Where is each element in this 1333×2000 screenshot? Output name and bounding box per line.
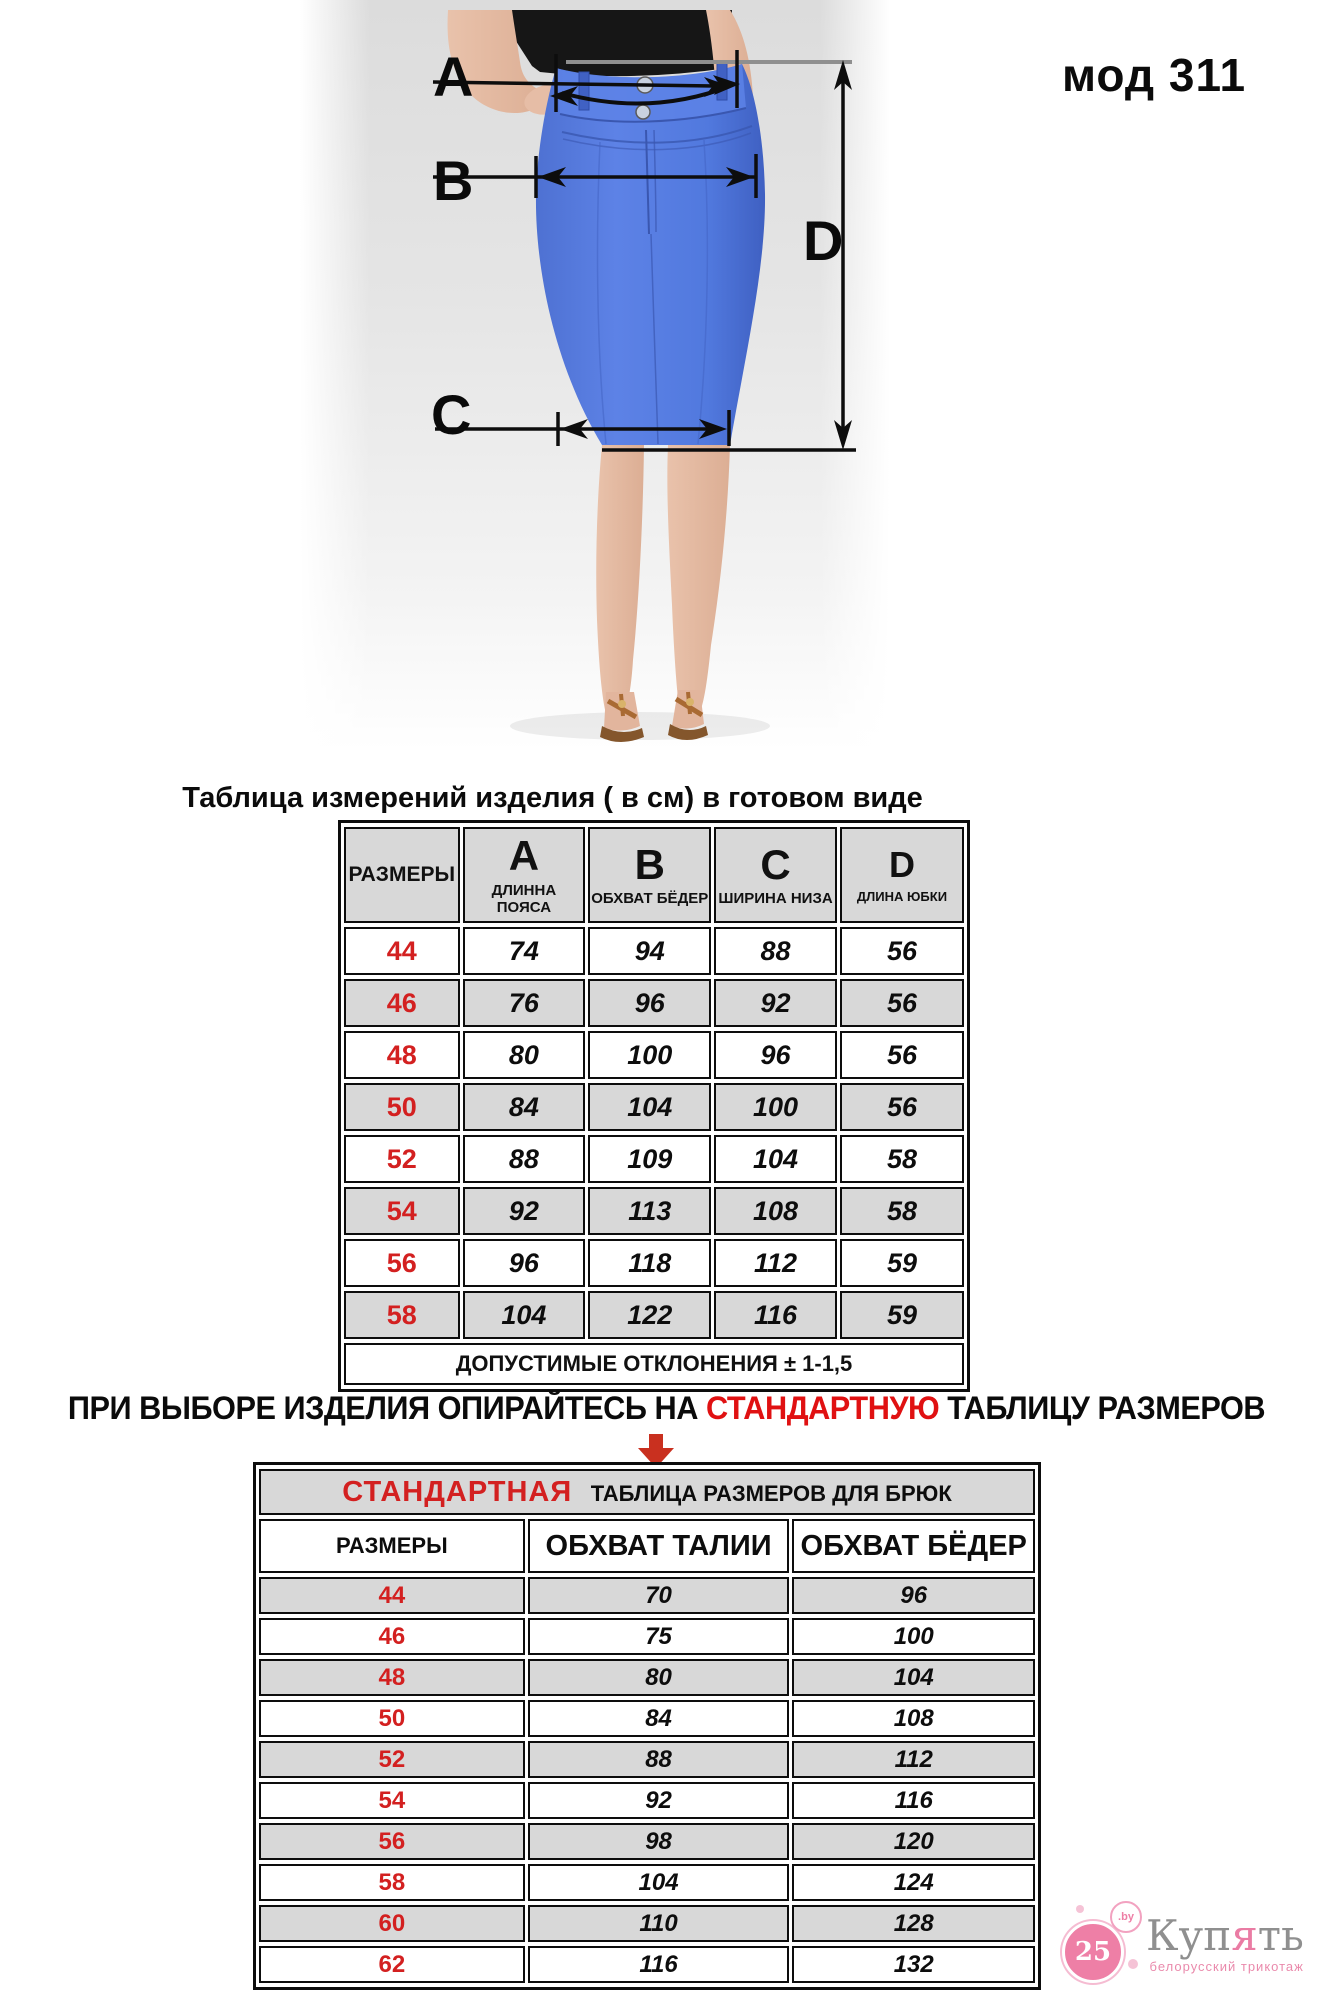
t2-cell: 84 (528, 1700, 790, 1737)
table-row (259, 1700, 1035, 1737)
t1-col-a-letter: A (508, 832, 540, 880)
t2-cell: 75 (528, 1618, 790, 1655)
t1-cell: 56 (840, 1031, 964, 1079)
t2-cell: 112 (792, 1741, 1035, 1778)
t1-cell: 104 (588, 1083, 711, 1131)
logo-name-accent: я (1231, 1911, 1258, 1960)
table-row (259, 1864, 1035, 1901)
product-photo (300, 0, 890, 750)
table-row (259, 1905, 1035, 1942)
t1-col-c-letter: C (760, 840, 791, 888)
t1-cell: 96 (463, 1239, 586, 1287)
t2-col-waist: ОБХВАТ ТАЛИИ (528, 1519, 790, 1573)
t1-footer-row (344, 1343, 964, 1385)
finished-measurements-table (338, 820, 970, 1392)
table-row (259, 1741, 1035, 1778)
t1-col-b-label: ОБХВАТ БЁДЕР (591, 890, 709, 908)
t1-size: 48 (344, 1031, 460, 1079)
table-row (344, 979, 964, 1027)
logo-texts (1146, 1893, 1304, 1974)
t2-size: 60 (259, 1905, 525, 1942)
t1-cell: 76 (463, 979, 586, 1027)
t1-cell: 84 (463, 1083, 586, 1131)
t1-cell: 94 (588, 927, 711, 975)
t1-cell: 109 (588, 1135, 711, 1183)
advice-headline (27, 1390, 1307, 1427)
logo-badge-icon (1076, 1893, 1146, 1988)
label-d: D (803, 209, 844, 272)
t1-cell: 122 (588, 1291, 711, 1339)
t2-title-row (259, 1469, 1035, 1515)
t1-cell: 96 (714, 1031, 837, 1079)
t2-cell: 96 (792, 1577, 1035, 1614)
advice-part1: ПРИ ВЫБОРЕ ИЗДЕЛИЯ ОПИРАЙТЕСЬ НА (67, 1390, 698, 1426)
table-row (259, 1946, 1035, 1983)
t1-col-c-label: ШИРИНА НИЗА (718, 890, 833, 908)
logo-badge-circle: 25 (1062, 1921, 1124, 1983)
t1-col-a (463, 827, 586, 923)
skirt-button (636, 105, 650, 119)
label-b: B (433, 149, 474, 212)
t2-cell: 104 (792, 1659, 1035, 1696)
t2-cell: 116 (528, 1946, 790, 1983)
finished-table-title: Таблица измерений изделия ( в см) в готовом виде (182, 782, 923, 814)
t2-size: 50 (259, 1700, 525, 1737)
t1-size: 54 (344, 1187, 460, 1235)
t2-col-hips: ОБХВАТ БЁДЕР (792, 1519, 1035, 1573)
t2-cell: 132 (792, 1946, 1035, 1983)
t2-cell: 116 (792, 1782, 1035, 1819)
t2-col-sizes: РАЗМЕРЫ (259, 1519, 525, 1573)
t2-size: 56 (259, 1823, 525, 1860)
t1-cell: 74 (463, 927, 586, 975)
t1-cell: 59 (840, 1239, 964, 1287)
t1-col-sizes: РАЗМЕРЫ (344, 827, 460, 923)
t1-col-d-letter: D (888, 843, 915, 885)
t1-size: 58 (344, 1291, 460, 1339)
t1-cell: 116 (714, 1291, 837, 1339)
advice-part2: ТАБЛИЦУ РАЗМЕРОВ (947, 1390, 1266, 1426)
brand-logo (1076, 1893, 1332, 1993)
label-a: A (433, 45, 474, 108)
t1-cell: 58 (840, 1187, 964, 1235)
table-row (259, 1618, 1035, 1655)
t1-size: 46 (344, 979, 460, 1027)
belt-loop (579, 72, 589, 110)
t1-cell: 118 (588, 1239, 711, 1287)
t2-header-row (259, 1519, 1035, 1573)
t1-size: 44 (344, 927, 460, 975)
t2-cell: 92 (528, 1782, 790, 1819)
table-row (259, 1659, 1035, 1696)
table-row (259, 1577, 1035, 1614)
t1-cell: 92 (463, 1187, 586, 1235)
table-row (344, 1291, 964, 1339)
t2-size: 58 (259, 1864, 525, 1901)
t1-col-c (714, 827, 837, 923)
t1-header-row (344, 827, 964, 923)
t1-col-a-label: ДЛИННА ПОЯСА (491, 881, 557, 916)
measurement-diagram (300, 0, 890, 750)
t1-cell: 96 (588, 979, 711, 1027)
t2-cell: 80 (528, 1659, 790, 1696)
t1-cell: 56 (840, 1083, 964, 1131)
t2-size: 44 (259, 1577, 525, 1614)
logo-tagline: белорусский трикотаж (1149, 1959, 1304, 1974)
tolerance-note: ДОПУСТИМЫЕ ОТКЛОНЕНИЯ ± 1-1,5 (344, 1343, 964, 1385)
t2-title (259, 1469, 1035, 1515)
t2-size: 62 (259, 1946, 525, 1983)
t2-cell: 120 (792, 1823, 1035, 1860)
t2-title-rest: ТАБЛИЦА РАЗМЕРОВ ДЛЯ БРЮК (590, 1480, 952, 1506)
t2-cell: 124 (792, 1864, 1035, 1901)
table-row (344, 1083, 964, 1131)
t1-col-b (588, 827, 711, 923)
decor-dot (1076, 1905, 1084, 1913)
t1-cell: 59 (840, 1291, 964, 1339)
t1-col-d (840, 827, 964, 923)
t2-cell: 128 (792, 1905, 1035, 1942)
t1-col-d-label: ДЛИНА ЮБКИ (856, 889, 948, 905)
t1-cell: 113 (588, 1187, 711, 1235)
t1-col-b-letter: B (634, 840, 665, 888)
t2-size: 46 (259, 1618, 525, 1655)
t1-size: 56 (344, 1239, 460, 1287)
t1-cell: 56 (840, 927, 964, 975)
t2-cell: 110 (528, 1905, 790, 1942)
t1-cell: 104 (714, 1135, 837, 1183)
t1-cell: 112 (714, 1239, 837, 1287)
t2-size: 52 (259, 1741, 525, 1778)
t1-cell: 80 (463, 1031, 586, 1079)
advice-highlight: СТАНДАРТНУЮ (705, 1390, 940, 1426)
table-row (344, 1239, 964, 1287)
t1-cell: 88 (714, 927, 837, 975)
table-row (259, 1782, 1035, 1819)
t1-cell: 108 (714, 1187, 837, 1235)
t1-cell: 100 (588, 1031, 711, 1079)
t1-size: 52 (344, 1135, 460, 1183)
table-row (344, 1135, 964, 1183)
logo-name-end: ть (1257, 1911, 1304, 1960)
t2-cell: 98 (528, 1823, 790, 1860)
t1-cell: 56 (840, 979, 964, 1027)
decor-dot (1128, 1959, 1138, 1969)
standard-size-table (253, 1462, 1041, 1990)
t1-cell: 92 (714, 979, 837, 1027)
t2-cell: 70 (528, 1577, 790, 1614)
t2-size: 48 (259, 1659, 525, 1696)
t1-cell: 104 (463, 1291, 586, 1339)
table-row (344, 927, 964, 975)
logo-by-circle: .by (1110, 1901, 1142, 1933)
t2-title-highlight: СТАНДАРТНАЯ (342, 1475, 573, 1508)
t1-size: 50 (344, 1083, 460, 1131)
logo-name-start: Куп (1146, 1911, 1232, 1960)
t2-cell: 104 (528, 1864, 790, 1901)
t2-cell: 108 (792, 1700, 1035, 1737)
t1-cell: 88 (463, 1135, 586, 1183)
t2-size: 54 (259, 1782, 525, 1819)
t1-cell: 58 (840, 1135, 964, 1183)
table-row (344, 1031, 964, 1079)
t1-cell: 100 (714, 1083, 837, 1131)
logo-name (1146, 1911, 1304, 1960)
t2-cell: 88 (528, 1741, 790, 1778)
table-row (259, 1823, 1035, 1860)
table-row (344, 1187, 964, 1235)
t2-cell: 100 (792, 1618, 1035, 1655)
model-number: мод 311 (1062, 49, 1247, 101)
label-c: C (431, 383, 472, 446)
